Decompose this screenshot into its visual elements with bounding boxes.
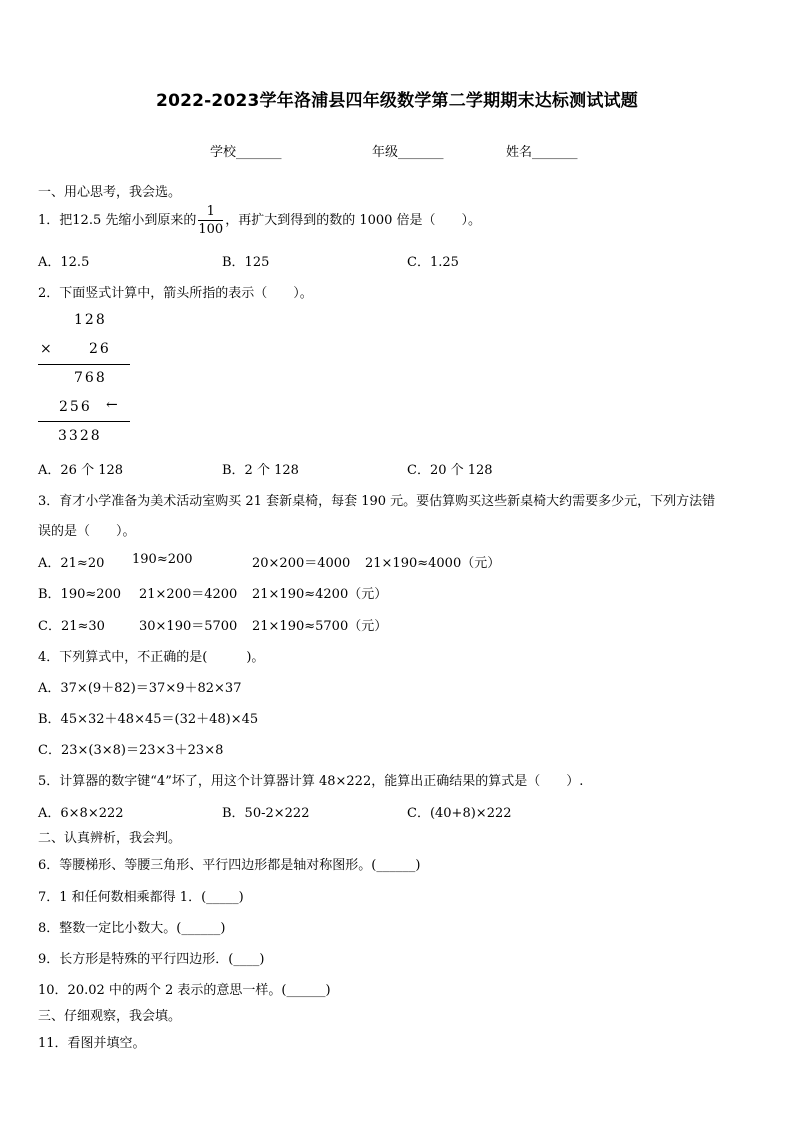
question-6: 6．等腰梯形、等腰三角形、平行四边形都是轴对称图形。(______): [38, 858, 421, 873]
question-2: 2．下面竖式计算中，箭头所指的表示（ ）。: [38, 286, 313, 301]
q1-option-c: C．1.25: [407, 255, 459, 270]
multiply-sign: ×: [40, 341, 54, 357]
q3-option-a-1: A．21≈20: [38, 556, 105, 571]
q4-option-b: B．45×32＋48×45＝(32＋48)×45: [38, 712, 259, 727]
question-1: [38, 203, 481, 238]
q3-option-c-1: C．21≈30: [38, 619, 105, 634]
q2-option-a: A．26 个 128: [38, 463, 124, 478]
section-3-heading: 三、仔细观察，我会填。: [38, 1009, 182, 1024]
school-field: 学校_______: [210, 145, 282, 160]
question-3-line-2: 误的是（ ）。: [38, 524, 136, 539]
calc-row-2: 26: [89, 341, 111, 357]
calc-divider-1: [38, 364, 130, 365]
q3-option-b-3: 21×190≈4200（元）: [252, 587, 388, 602]
fraction-1-100: [198, 203, 223, 238]
calc-row-5: 3328: [58, 428, 102, 444]
question-9: 9．长方形是特殊的平行四边形．(____): [38, 952, 265, 967]
section-1-heading: 一、用心思考，我会选。: [38, 185, 182, 200]
q1-text-before: 1．把12.5 先缩小到原来的: [38, 213, 197, 228]
left-arrow-icon: ←: [106, 397, 120, 413]
q3-option-b-2: 21×200＝4200: [139, 587, 238, 602]
fraction-numerator: 1: [198, 203, 223, 221]
q3-option-a-4: 21×190≈4000（元）: [365, 556, 501, 571]
q5-option-b: B．50-2×222: [222, 806, 310, 821]
question-4: 4．下列算式中，不正确的是( )。: [38, 650, 265, 665]
name-field: 姓名_______: [506, 145, 578, 160]
q1-option-b: B．125: [222, 255, 270, 270]
calc-row-4: 256: [59, 399, 92, 415]
question-10: 10．20.02 中的两个 2 表示的意思一样。(______): [38, 983, 331, 998]
q4-option-c: C．23×(3×8)＝23×3＋23×8: [38, 743, 224, 758]
calc-row-1: 128: [74, 312, 107, 328]
q1-text-after: ，再扩大到得到的数的 1000 倍是（ ）。: [225, 213, 482, 228]
q3-option-b-1: B．190≈200: [38, 587, 122, 602]
q3-option-c-2: 30×190＝5700: [139, 619, 238, 634]
question-5: 5．计算器的数字键“4”坏了，用这个计算器计算 48×222，能算出正确结果的算式是（ ）.: [38, 774, 584, 789]
q5-option-c: C．(40+8)×222: [407, 806, 512, 821]
q3-option-a-2: 190≈200: [132, 552, 193, 567]
calc-divider-2: [38, 421, 130, 422]
calc-row-3: 768: [74, 370, 107, 386]
fraction-denominator: 100: [198, 222, 224, 237]
q3-option-a-3: 20×200＝4000: [252, 556, 351, 571]
q2-option-b: B．2 个 128: [222, 463, 299, 478]
question-11: 11．看图并填空。: [38, 1036, 146, 1051]
q3-option-c-3: 21×190≈5700（元）: [252, 619, 388, 634]
question-3-line-1: 3．育才小学准备为美术活动室购买 21 套新桌椅，每套 190 元。要估算购买这些新桌椅大约需要多少元，下列方法错: [38, 494, 716, 509]
page-title: 2022-2023学年洛浦县四年级数学第二学期期末达标测试试题: [156, 91, 638, 111]
q4-option-a: A．37×(9＋82)＝37×9＋82×37: [38, 681, 242, 696]
question-7: 7．1 和任何数相乘都得 1．(_____): [38, 890, 244, 905]
q2-option-c: C．20 个 128: [407, 463, 493, 478]
grade-field: 年级_______: [372, 145, 444, 160]
q5-option-a: A．6×8×222: [38, 806, 124, 821]
section-2-heading: 二、认真辨析，我会判。: [38, 831, 182, 846]
question-8: 8．整数一定比小数大。(______): [38, 921, 226, 936]
q1-option-a: A．12.5: [38, 255, 90, 270]
